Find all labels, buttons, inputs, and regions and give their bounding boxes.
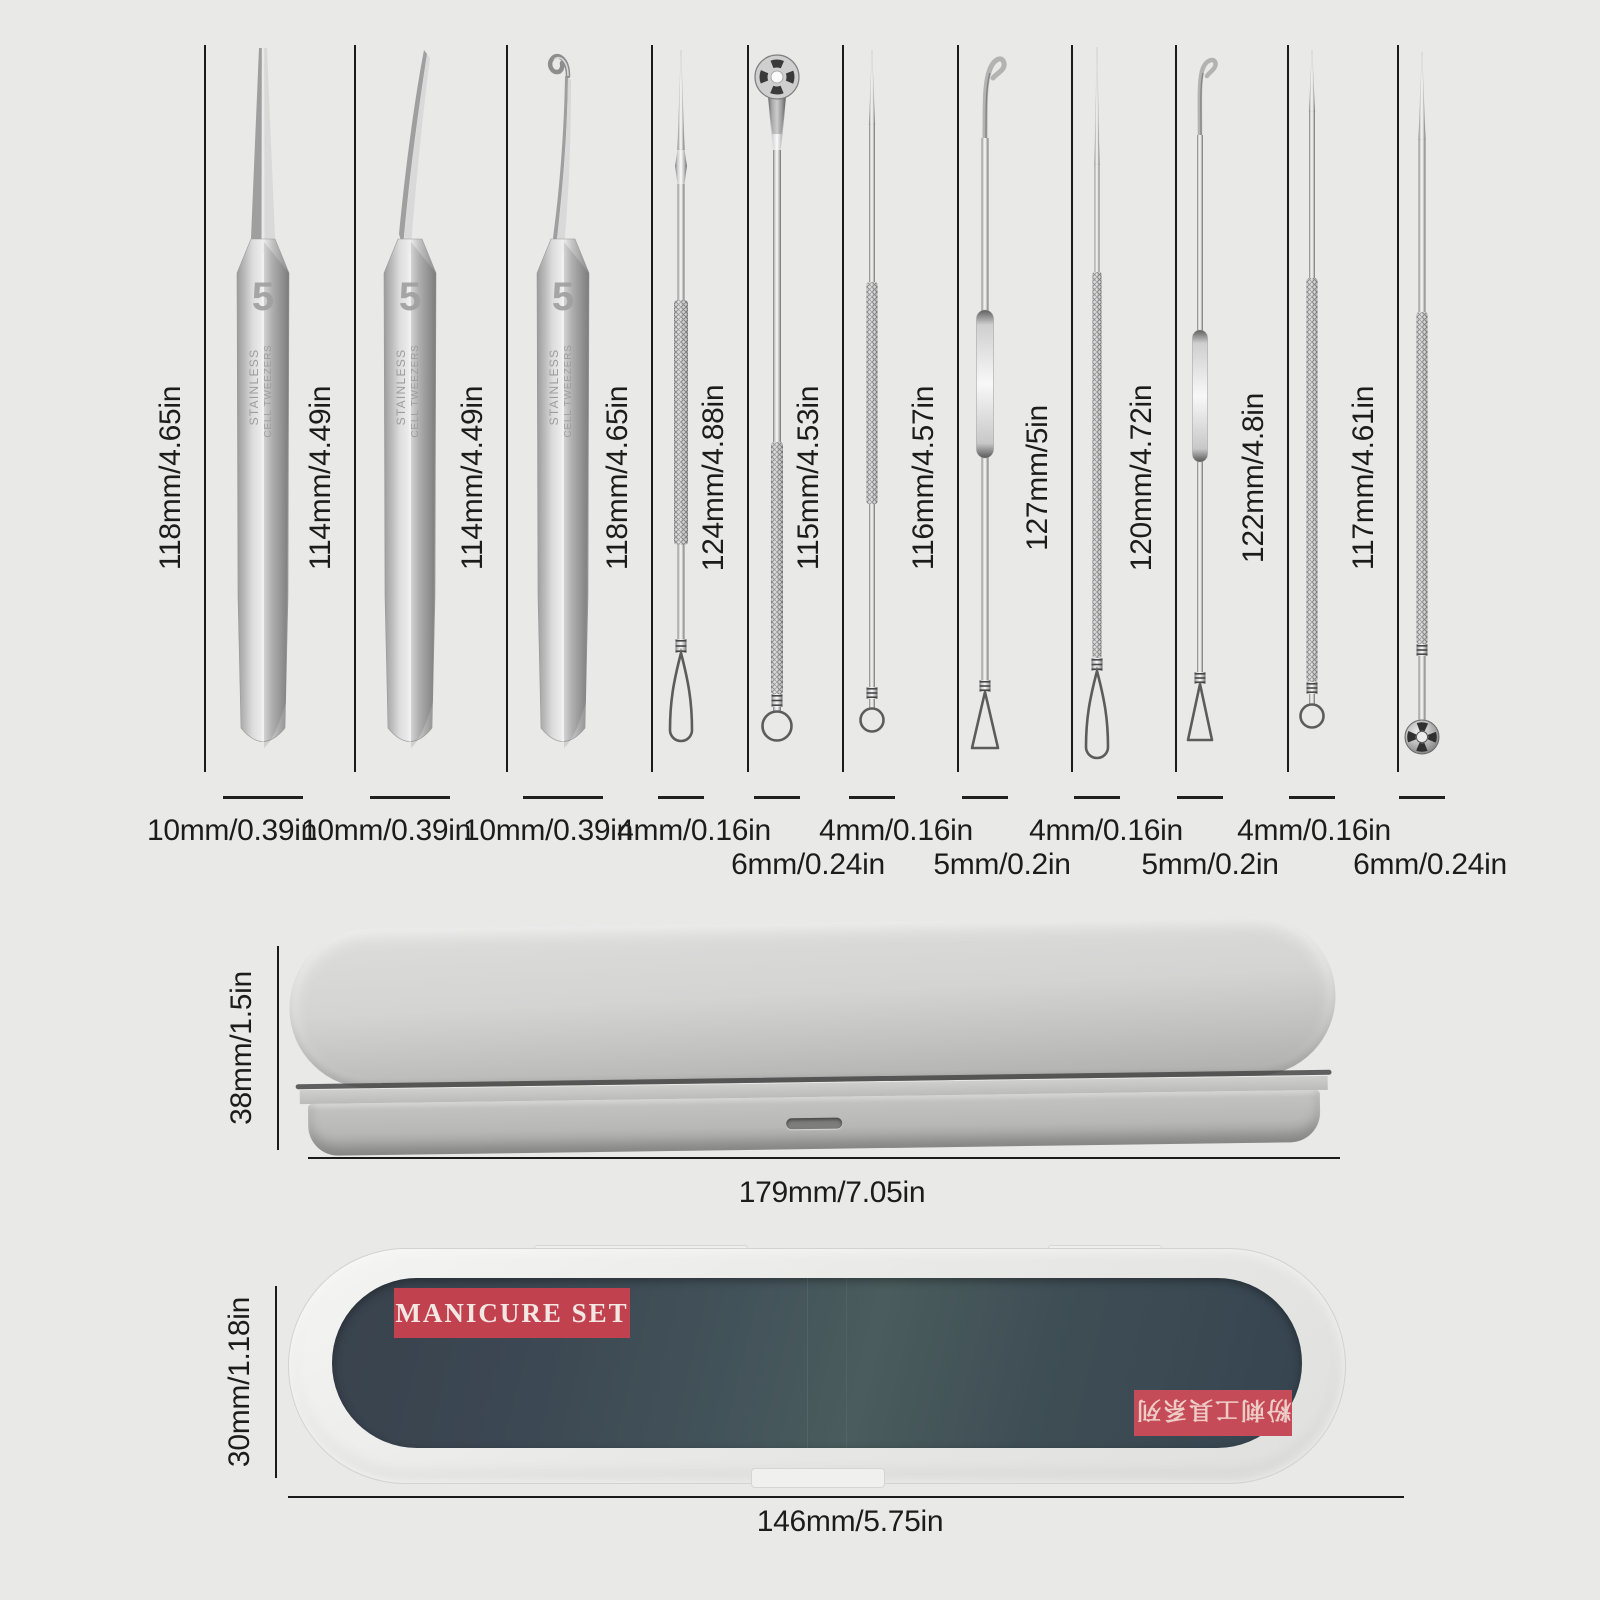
tool-7-graphic xyxy=(940,42,1030,772)
tool-11-length-label: 117mm/4.61in xyxy=(1347,385,1380,571)
tool-3-length-label: 114mm/4.49in xyxy=(456,385,489,571)
tool-1-width-label: 10mm/0.39in xyxy=(146,814,318,847)
tin-lid xyxy=(288,915,1336,1090)
tool-10-length-label: 122mm/4.8in xyxy=(1237,392,1270,564)
tool-6-width-label: 4mm/0.16in xyxy=(819,814,973,847)
series-label: 粉刺工具系列 xyxy=(1134,1390,1292,1436)
plastic-case-height-line xyxy=(275,1286,277,1478)
tool-10-width-tick xyxy=(1289,796,1335,799)
tool-2-width-label: 10mm/0.39in xyxy=(300,814,472,847)
plastic-case-height-label: 30mm/1.18in xyxy=(223,1296,256,1468)
tool-4-length-label: 118mm/4.65in xyxy=(601,385,634,571)
tool-6-graphic xyxy=(827,42,917,772)
tool-4-width-tick xyxy=(658,796,704,799)
tool-5-length-label: 124mm/4.88in xyxy=(697,384,730,572)
tool-4-width-label: 4mm/0.16in xyxy=(617,814,771,847)
tool-9-width-label: 5mm/0.2in xyxy=(1141,848,1279,881)
tweezers-engraving-line1: STAINLESS xyxy=(547,348,561,426)
plastic-case-latch xyxy=(751,1468,885,1488)
tool-2-length-line xyxy=(354,45,356,772)
tool-8-width-label: 4mm/0.16in xyxy=(1029,814,1183,847)
tool-10-graphic xyxy=(1267,42,1357,772)
tool-9-graphic xyxy=(1155,42,1245,772)
tool-3-graphic xyxy=(518,42,608,772)
tool-7-length-label: 116mm/4.57in xyxy=(907,385,940,571)
tool-10-width-label: 4mm/0.16in xyxy=(1237,814,1391,847)
tweezers-engraving-line1: STAINLESS xyxy=(247,348,261,426)
tool-8-width-tick xyxy=(1074,796,1120,799)
tool-7-width-label: 5mm/0.2in xyxy=(933,848,1071,881)
tool-2-graphic xyxy=(365,42,455,772)
tool-1-length-label: 118mm/4.65in xyxy=(154,385,187,571)
tool-3-width-tick xyxy=(523,796,603,799)
tweezers-engraving-number: 5 xyxy=(251,275,275,319)
tweezers-engraving-number: 5 xyxy=(398,275,422,319)
tin-length-label: 179mm/7.05in xyxy=(738,1176,926,1209)
tool-3-length-line xyxy=(506,45,508,772)
plastic-case-length-label: 146mm/5.75in xyxy=(756,1505,944,1538)
tool-2-width-tick xyxy=(370,796,450,799)
tool-11-width-tick xyxy=(1399,796,1445,799)
tool-5-width-label: 6mm/0.24in xyxy=(731,848,885,881)
tool-6-width-tick xyxy=(849,796,895,799)
tweezers-engraving-line2: CELL TWEEZERS xyxy=(263,344,274,438)
tool-7-width-tick xyxy=(962,796,1008,799)
tool-9-length-label: 120mm/4.72in xyxy=(1125,384,1158,572)
tin-thumb-slot xyxy=(786,1118,842,1130)
tin-length-line xyxy=(308,1157,1340,1159)
tool-1-length-line xyxy=(204,45,206,772)
tweezers-engraving-line2: CELL TWEEZERS xyxy=(410,344,421,438)
tool-3-width-label: 10mm/0.39in xyxy=(462,814,634,847)
tool-11-graphic xyxy=(1377,42,1467,772)
tweezers-engraving-line2: CELL TWEEZERS xyxy=(563,344,574,438)
tin-height-label: 38mm/1.5in xyxy=(225,971,258,1125)
manicure-set-label: MANICURE SET xyxy=(394,1288,630,1338)
tool-8-length-label: 127mm/5in xyxy=(1021,405,1054,551)
tool-11-width-label: 6mm/0.24in xyxy=(1353,848,1507,881)
tool-1-width-tick xyxy=(223,796,303,799)
tweezers-engraving-number: 5 xyxy=(551,275,575,319)
tool-6-length-label: 115mm/4.53in xyxy=(792,385,825,571)
tin-height-line xyxy=(277,946,279,1150)
tool-2-length-label: 114mm/4.49in xyxy=(304,385,337,571)
tool-9-width-tick xyxy=(1177,796,1223,799)
plastic-case xyxy=(288,1248,1346,1484)
tool-5-width-tick xyxy=(754,796,800,799)
metal-tin-case xyxy=(288,915,1337,1160)
tool-1-graphic xyxy=(218,42,308,772)
tweezers-engraving-line1: STAINLESS xyxy=(394,348,408,426)
plastic-case-length-line xyxy=(288,1496,1404,1498)
